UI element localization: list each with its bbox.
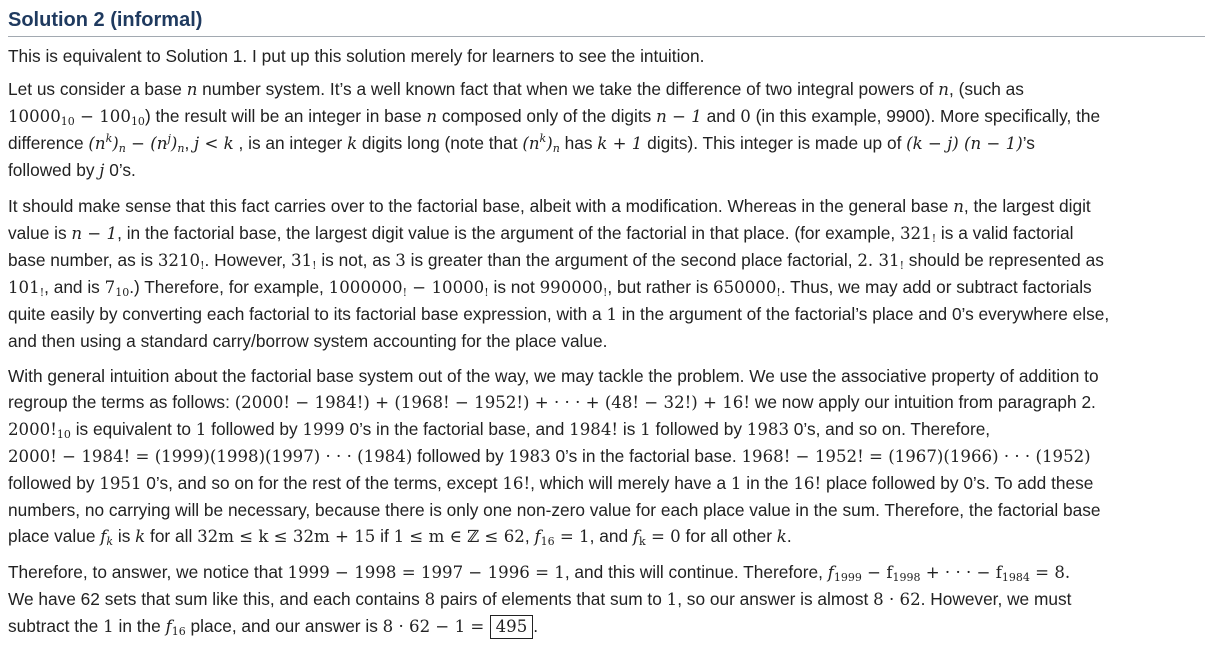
text-segment: is not [488,277,540,297]
text-segment: , is an integer [233,133,348,153]
math-expression: 1983 [746,420,789,439]
text-segment: numbers, no carrying will be necessary, because there is only one non-zero value for each place value in the sum. Therefore, the factorial base [8,500,1101,520]
text-segment: It should make sense that this fact carries over to the factorial base, albeit with a modification. Whereas in the general base [8,196,954,216]
text-segment: 0’s, and so on. Therefore, [789,419,991,439]
math-expression: 2000! − 1984! = (1999)(1998)(1997) · · · (1984) [8,447,413,466]
subscript-text: 1999 [833,571,862,584]
text-segment: . However, we must [920,589,1072,609]
text-segment: 2. 31 [857,251,900,270]
math-expression: 1 [730,474,742,493]
subscript-text: n [118,142,126,155]
text-segment: , in the factorial base, the largest digit value is the argument of the factorial in that place. (for example, [117,223,900,243]
math-expression: 1 [606,305,617,324]
math-expression: k [776,527,787,546]
text-segment: 7 [104,278,116,297]
text-segment: is equivalent to [70,419,196,439]
text-segment: and [701,106,741,126]
text-segment: 0’s. [104,160,136,180]
text-segment: , the largest digit [963,196,1091,216]
text-segment: 650000 [713,278,777,297]
subscript-text: ! [402,286,407,299]
text-segment: With general intuition about the factorial base system out of the way, we may tackle the problem. We use the associative property of addition to [8,366,1099,386]
math-expression: 1 [103,617,114,636]
subscript-text: ! [312,259,317,272]
text-segment: digits long (note that [357,133,523,153]
subscript-text: ! [899,259,904,272]
text-segment: 3210 [157,251,201,270]
paragraph-base-n [8,76,1205,184]
subscript-text: 16 [540,535,555,548]
subscript-text: n [552,142,560,155]
text-segment: , (such as [948,79,1024,99]
heading-divider [8,36,1205,37]
text-segment: place, and our answer is [185,616,383,636]
text-segment: if [375,526,394,546]
text-segment: ) [112,134,119,153]
text-segment: we now apply our intuition from paragraph 2. [750,392,1096,412]
text-segment: = 8. [1029,563,1071,582]
math-expression: 1 [666,590,678,609]
text-segment: has [559,133,598,153]
subscript-text: n [177,142,185,155]
text-segment: 0’s in the factorial base. [550,446,742,466]
text-segment: , but rather is [607,277,714,297]
math-expression: n [426,107,438,126]
text-segment: (n [88,134,106,153]
math-expression: 1 [195,420,207,439]
math-expression: j [99,161,105,180]
subscript-text: 10 [130,115,145,128]
subscript-text: ! [602,286,608,299]
subscript-text: 1998 [892,571,921,584]
math-expression: 1968! − 1952! = (1967)(1966) · · · (1952) [741,447,1091,466]
text-segment: (in this example, 9900). More specifically, the [750,106,1101,126]
subscript-text: 10 [56,428,71,441]
text-segment: . [786,526,792,546]
subscript-text: 16 [171,625,186,638]
math-expression: 1 ≤ m ∈ ℤ ≤ 62 [393,527,525,546]
text-segment: followed by [412,446,509,466]
text-segment: place followed by 0’s. To add these [821,473,1094,493]
text-segment: ’s [1022,133,1035,153]
text-segment: (n [522,134,540,153]
text-segment: , so our answer is almost [677,589,874,609]
subscript-text: ! [484,286,489,299]
text-segment: 0’s in the factorial base, and [344,419,570,439]
text-segment: number system. It’s a well known fact that when we take the difference of two integral powers of [197,79,939,99]
text-segment: . [533,616,539,636]
text-segment: We have 62 sets that sum like this, and each contains [8,589,425,609]
text-segment: followed by [206,419,303,439]
text-segment: 0’s, and so on for the rest of the terms, except [141,473,503,493]
math-expression: f [534,527,541,546]
text-segment: is not, as [316,250,396,270]
math-expression: n [186,80,198,99]
text-segment: , and this will continue. Therefore, [564,562,828,582]
subscript-text: 10 [115,286,130,299]
text-segment: , [524,526,535,546]
text-segment: is a valid factorial [936,223,1074,243]
math-expression: 1999 [302,420,345,439]
text-segment: 31 [290,251,313,270]
math-expression: 8 · 62 [873,590,921,609]
text-segment: ) [546,134,553,153]
superscript-text: j [167,132,171,145]
math-expression: f [827,563,834,582]
text-segment: in the [741,473,794,493]
math-expression: k [347,134,358,153]
text-segment: , and is [44,277,105,297]
math-expression: 32m ≤ k ≤ 32m + 15 [197,527,376,546]
superscript-text: k [105,132,113,145]
math-expression: n [938,80,949,99]
math-expression: f [165,617,172,636]
text-segment: − 10000 [407,278,485,297]
text-segment: − (n [125,134,168,153]
math-expression: 3 [395,251,406,270]
text-segment: is greater than the argument of the second place factorial, [405,250,858,270]
subscript-text: ! [200,259,205,272]
subscript-text: ! [931,232,937,245]
text-segment: f [100,527,107,546]
text-segment: 321 [900,224,932,243]
superscript-text: k [539,132,547,145]
text-segment: for all other [680,526,777,546]
text-segment: should be represented as [904,250,1104,270]
math-expression: 1 [640,420,651,439]
text-segment: in the argument of the factorial’s place and 0’s everywhere else, [617,304,1110,324]
text-segment: 101 [8,278,40,297]
math-expression: n [953,197,964,216]
text-segment: digits). This integer is made up of [642,133,907,153]
text-segment: ) the result will be an integer in base [144,106,427,126]
subscript-text: ! [39,286,45,299]
math-expression: n − 1 [71,224,118,243]
math-expression: f [632,527,640,546]
text-segment: 990000 [539,278,603,297]
math-expression: k [135,527,146,546]
text-segment: followed by [8,160,100,180]
paragraph-equivalence: This is equivalent to Solution 1. I put up this solution merely for learners to see the intuition. [8,46,705,66]
subscript-text: k [639,535,646,548]
text-segment: followed by [8,473,100,493]
final-answer-box: 495 [490,615,534,639]
text-segment: pairs of elements that sum to [435,589,667,609]
text-segment: difference [8,133,89,153]
math-expression: (2000! − 1984!) + (1968! − 1952!) + · · · + (48! − 32!) + 16! [234,393,751,412]
text-segment: = 0 [645,527,681,546]
math-expression: 1999 − 1998 = 1997 − 1996 = 1 [287,563,565,582]
text-segment: = 1 [554,527,590,546]
text-segment: 10000 [8,107,61,126]
text-segment: − [74,107,100,126]
text-segment: is [113,526,136,546]
text-segment: 100 [99,107,131,126]
text-segment: 2000! [8,420,57,439]
math-expression: 16! [502,474,531,493]
text-segment: subtract the [8,616,104,636]
text-segment: ) [170,134,178,153]
text-segment: Let us consider a base [8,79,187,99]
text-segment: , and [589,526,633,546]
math-expression: 8 [424,590,436,609]
math-expression: k + 1 [597,134,643,153]
text-segment: 1000000 [328,278,403,297]
text-segment: is [618,419,641,439]
math-expression: 0 [740,107,751,126]
text-segment: . Thus, we may add or subtract factorials [780,277,1092,297]
math-expression: n − 1 [656,107,702,126]
math-expression: 1983 [508,447,551,466]
text-segment: + · · · − f [920,563,1002,582]
text-segment: quite easily by converting each factorial to its factorial base expression, with a [8,304,607,324]
text-segment: in the [113,616,166,636]
paragraph-factorial-base [8,193,1205,354]
math-expression: 16! [793,474,822,493]
subscript-text: 1984 [1001,571,1030,584]
text-segment: regroup the terms as follows: [8,392,235,412]
math-expression: (k − j) (n − 1) [906,134,1023,153]
text-segment: . However, [204,250,291,270]
text-segment: base number, as is [8,250,158,270]
subscript-text: 10 [60,115,75,128]
math-expression: j < k [194,134,234,153]
math-expression: 1984! [569,420,619,439]
text-segment: followed by [650,419,747,439]
text-segment: , [184,133,195,153]
text-segment: place value [8,526,101,546]
text-segment: , which will merely have a [530,473,731,493]
math-expression: 1951 [99,474,142,493]
text-segment: composed only of the digits [437,106,657,126]
paragraph-regroup [8,363,1205,550]
text-segment: .) Therefore, for example, [129,277,329,297]
text-segment: for all [145,526,198,546]
text-segment: value is [8,223,72,243]
subscript-text: ! [776,286,781,299]
section-heading: Solution 2 (informal) [8,9,203,31]
text-segment: Therefore, to answer, we notice that [8,562,288,582]
text-segment: and then using a standard carry/borrow system accounting for the place value. [8,331,608,351]
math-expression: 8 · 62 − 1 = [382,617,490,636]
subscript-text: k [106,535,114,548]
paragraph-answer [8,559,1205,640]
text-segment: − f [861,563,893,582]
